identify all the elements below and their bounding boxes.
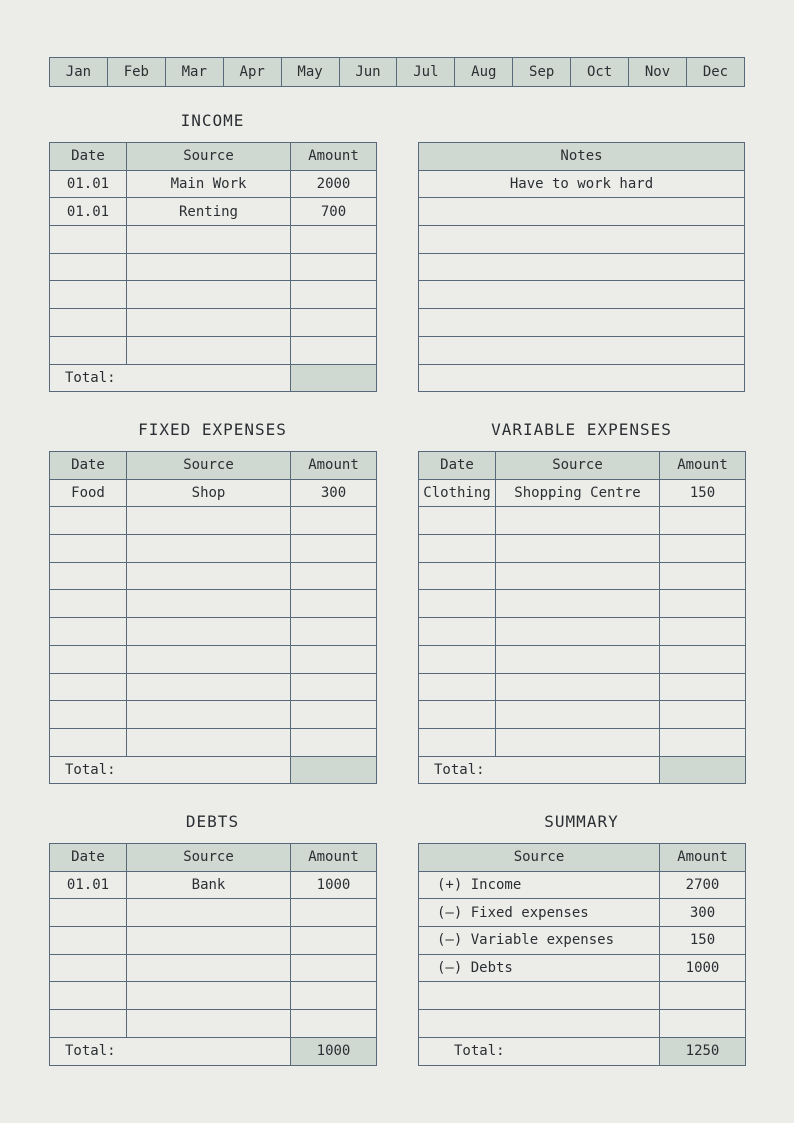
table-cell[interactable] (291, 562, 377, 590)
note-cell[interactable] (419, 309, 745, 337)
table-cell[interactable] (660, 701, 746, 729)
table-row (50, 982, 377, 1010)
table-cell[interactable] (127, 309, 291, 337)
total-value[interactable]: 1250 (660, 1037, 746, 1065)
month-tab-jan[interactable]: Jan (50, 58, 108, 87)
summary-table (418, 843, 746, 1066)
table-cell[interactable] (291, 927, 377, 955)
table-row (419, 701, 746, 729)
fixed-expenses-title: FIXED EXPENSES (138, 420, 287, 439)
table-cell[interactable] (291, 281, 377, 309)
table-cell[interactable] (127, 673, 291, 701)
header-row (419, 143, 745, 171)
table-cell[interactable] (127, 954, 291, 982)
income-title: INCOME (180, 111, 245, 130)
table-cell[interactable] (419, 562, 496, 590)
table-cell[interactable] (50, 982, 127, 1010)
table-cell[interactable] (496, 590, 660, 618)
month-tab-jul[interactable]: Jul (397, 58, 455, 87)
table-cell[interactable] (50, 309, 127, 337)
table-cell[interactable] (50, 590, 127, 618)
variable-expenses-table (418, 451, 746, 784)
table-cell[interactable] (127, 701, 291, 729)
table-cell[interactable]: Bank (127, 871, 291, 899)
table-cell[interactable]: 1000 (291, 871, 377, 899)
table-row (50, 673, 377, 701)
table-cell[interactable] (50, 562, 127, 590)
table-row (50, 479, 377, 507)
note-cell[interactable] (419, 281, 745, 309)
month-tab-apr[interactable]: Apr (223, 58, 281, 87)
table-cell[interactable]: Food (50, 479, 127, 507)
month-tab-oct[interactable]: Oct (571, 58, 629, 87)
month-tab-jun[interactable]: Jun (339, 58, 397, 87)
total-label: Total: (50, 756, 291, 784)
total-row (50, 1037, 377, 1065)
table-cell[interactable] (127, 590, 291, 618)
table-cell[interactable] (50, 1010, 127, 1038)
table-cell[interactable]: Clothing (419, 479, 496, 507)
table-cell[interactable] (291, 728, 377, 756)
table-cell[interactable]: 01.01 (50, 198, 127, 226)
table-cell[interactable] (496, 507, 660, 535)
table-cell[interactable] (127, 562, 291, 590)
column-header-date: Date (50, 844, 127, 872)
notes-row (419, 336, 745, 364)
note-cell[interactable] (419, 336, 745, 364)
table-cell[interactable] (291, 645, 377, 673)
total-label: Total: (419, 756, 660, 784)
column-header-date: Date (419, 452, 496, 480)
column-header-source: Source (127, 143, 291, 171)
column-header-source: Source (127, 452, 291, 480)
total-row (50, 756, 377, 784)
month-tab-sep[interactable]: Sep (513, 58, 571, 87)
table-cell[interactable] (496, 618, 660, 646)
month-tab-mar[interactable]: Mar (165, 58, 223, 87)
table-row (50, 507, 377, 535)
table-cell[interactable] (291, 535, 377, 563)
table-row (419, 562, 746, 590)
table-row (50, 336, 377, 364)
month-tab-may[interactable]: May (281, 58, 339, 87)
table-cell[interactable] (660, 535, 746, 563)
table-cell[interactable] (496, 645, 660, 673)
column-header-date: Date (50, 143, 127, 171)
table-row (50, 535, 377, 563)
table-cell[interactable] (291, 336, 377, 364)
table-row (50, 562, 377, 590)
summary-amount-cell[interactable]: 1000 (660, 954, 746, 982)
summary-amount-cell[interactable] (660, 982, 746, 1010)
table-cell[interactable] (496, 535, 660, 563)
table-cell[interactable] (291, 309, 377, 337)
table-cell[interactable] (660, 507, 746, 535)
table-row (50, 899, 377, 927)
debts-table (49, 843, 377, 1066)
table-cell[interactable] (127, 899, 291, 927)
summary-row (419, 1010, 746, 1038)
table-cell[interactable] (496, 728, 660, 756)
table-cell[interactable]: 01.01 (50, 170, 127, 198)
summary-source-cell[interactable]: (–) Variable expenses (419, 927, 660, 955)
table-row (50, 253, 377, 281)
summary-amount-cell[interactable] (660, 1010, 746, 1038)
table-cell[interactable]: 700 (291, 198, 377, 226)
table-cell[interactable] (127, 336, 291, 364)
total-label: Total: (50, 364, 291, 392)
table-row (419, 507, 746, 535)
table-row (419, 728, 746, 756)
table-row (50, 170, 377, 198)
total-label: Total: (50, 1037, 291, 1065)
table-cell[interactable] (127, 927, 291, 955)
note-cell[interactable] (419, 226, 745, 254)
column-header-source: Source (419, 844, 660, 872)
table-row (50, 198, 377, 226)
table-cell[interactable] (291, 982, 377, 1010)
table-cell[interactable] (50, 253, 127, 281)
summary-source-cell[interactable] (419, 1010, 660, 1038)
table-cell[interactable] (50, 226, 127, 254)
table-row (419, 535, 746, 563)
table-cell[interactable] (419, 728, 496, 756)
table-cell[interactable] (127, 618, 291, 646)
header-row (50, 452, 377, 480)
summary-row (419, 954, 746, 982)
table-cell[interactable] (127, 507, 291, 535)
table-cell[interactable] (291, 701, 377, 729)
table-cell[interactable] (50, 673, 127, 701)
table-cell[interactable]: 300 (291, 479, 377, 507)
table-cell[interactable] (291, 1010, 377, 1038)
table-row (50, 927, 377, 955)
table-cell[interactable] (291, 899, 377, 927)
summary-row (419, 871, 746, 899)
total-row (419, 1037, 746, 1065)
table-cell[interactable] (127, 281, 291, 309)
notes-row (419, 364, 745, 392)
summary-source-cell[interactable]: (+) Income (419, 871, 660, 899)
table-cell[interactable] (660, 590, 746, 618)
table-cell[interactable] (419, 590, 496, 618)
total-label: Total: (419, 1037, 660, 1065)
table-cell[interactable] (127, 728, 291, 756)
summary-amount-cell[interactable]: 300 (660, 899, 746, 927)
table-row (419, 479, 746, 507)
table-cell[interactable] (50, 507, 127, 535)
table-cell[interactable] (127, 982, 291, 1010)
table-row (419, 673, 746, 701)
table-cell[interactable] (291, 673, 377, 701)
table-row (50, 618, 377, 646)
table-cell[interactable]: Shopping Centre (496, 479, 660, 507)
table-cell[interactable] (127, 645, 291, 673)
table-cell[interactable] (50, 701, 127, 729)
table-cell[interactable] (419, 507, 496, 535)
table-row (50, 701, 377, 729)
table-cell[interactable] (50, 954, 127, 982)
table-cell[interactable] (419, 673, 496, 701)
table-cell[interactable] (660, 562, 746, 590)
table-cell[interactable]: Shop (127, 479, 291, 507)
notes-header: Notes (419, 143, 745, 171)
table-cell[interactable] (291, 226, 377, 254)
table-cell[interactable] (50, 927, 127, 955)
total-value[interactable] (660, 756, 746, 784)
column-header-source: Source (127, 844, 291, 872)
column-header-amount: Amount (291, 143, 377, 171)
table-cell[interactable]: 01.01 (50, 871, 127, 899)
table-cell[interactable] (127, 253, 291, 281)
header-row (50, 844, 377, 872)
table-row (50, 281, 377, 309)
column-header-date: Date (50, 452, 127, 480)
summary-title: SUMMARY (544, 812, 619, 831)
table-cell[interactable] (660, 728, 746, 756)
table-cell[interactable] (50, 336, 127, 364)
column-header-amount: Amount (291, 844, 377, 872)
table-cell[interactable] (127, 535, 291, 563)
table-cell[interactable]: 2000 (291, 170, 377, 198)
table-cell[interactable] (50, 645, 127, 673)
table-cell[interactable] (419, 535, 496, 563)
table-cell[interactable] (291, 618, 377, 646)
table-cell[interactable] (50, 281, 127, 309)
note-cell[interactable]: Have to work hard (419, 170, 745, 198)
table-cell[interactable]: Renting (127, 198, 291, 226)
header-row (419, 844, 746, 872)
note-cell[interactable] (419, 253, 745, 281)
table-cell[interactable] (291, 253, 377, 281)
table-row (50, 309, 377, 337)
note-cell[interactable] (419, 364, 745, 392)
month-tab-nov[interactable]: Nov (629, 58, 687, 87)
variable-expenses-title: VARIABLE EXPENSES (491, 420, 672, 439)
table-cell[interactable] (291, 590, 377, 618)
summary-source-cell[interactable] (419, 982, 660, 1010)
table-cell[interactable] (50, 618, 127, 646)
table-row (50, 728, 377, 756)
summary-row (419, 927, 746, 955)
table-row (50, 1010, 377, 1038)
table-cell[interactable] (50, 899, 127, 927)
note-cell[interactable] (419, 198, 745, 226)
table-row (50, 871, 377, 899)
table-cell[interactable] (496, 562, 660, 590)
column-header-amount: Amount (291, 452, 377, 480)
table-cell[interactable] (291, 507, 377, 535)
summary-amount-cell[interactable]: 2700 (660, 871, 746, 899)
table-cell[interactable] (660, 645, 746, 673)
table-row (50, 226, 377, 254)
notes-row (419, 281, 745, 309)
table-cell[interactable] (496, 673, 660, 701)
summary-source-cell[interactable]: (–) Debts (419, 954, 660, 982)
month-tab-feb[interactable]: Feb (107, 58, 165, 87)
fixed-expenses-table (49, 451, 377, 784)
table-cell[interactable] (291, 954, 377, 982)
table-row (419, 618, 746, 646)
table-cell[interactable] (660, 618, 746, 646)
table-cell[interactable] (419, 701, 496, 729)
table-cell[interactable] (496, 701, 660, 729)
table-cell[interactable] (419, 645, 496, 673)
table-cell[interactable] (50, 728, 127, 756)
debts-title: DEBTS (185, 812, 240, 831)
column-header-source: Source (496, 452, 660, 480)
notes-row (419, 309, 745, 337)
notes-row (419, 226, 745, 254)
summary-amount-cell[interactable]: 150 (660, 927, 746, 955)
table-cell[interactable] (419, 618, 496, 646)
month-tabs (49, 57, 745, 87)
table-cell[interactable]: Main Work (127, 170, 291, 198)
total-value[interactable]: 1000 (291, 1037, 377, 1065)
table-row (50, 645, 377, 673)
total-row (50, 364, 377, 392)
notes-table (418, 142, 745, 392)
notes-row (419, 198, 745, 226)
month-tab-aug[interactable]: Aug (455, 58, 513, 87)
column-header-amount: Amount (660, 452, 746, 480)
table-row (50, 590, 377, 618)
month-tab-dec[interactable]: Dec (686, 58, 744, 87)
summary-source-cell[interactable]: (–) Fixed expenses (419, 899, 660, 927)
total-value[interactable] (291, 364, 377, 392)
table-row (50, 954, 377, 982)
summary-row (419, 899, 746, 927)
income-table (49, 142, 377, 392)
table-row (419, 645, 746, 673)
notes-row (419, 253, 745, 281)
column-header-amount: Amount (660, 844, 746, 872)
table-cell[interactable] (50, 535, 127, 563)
table-cell[interactable]: 150 (660, 479, 746, 507)
table-row (419, 590, 746, 618)
notes-row (419, 170, 745, 198)
table-cell[interactable] (660, 673, 746, 701)
table-cell[interactable] (127, 226, 291, 254)
table-cell[interactable] (127, 1010, 291, 1038)
header-row (50, 143, 377, 171)
total-value[interactable] (291, 756, 377, 784)
summary-row (419, 982, 746, 1010)
header-row (419, 452, 746, 480)
total-row (419, 756, 746, 784)
